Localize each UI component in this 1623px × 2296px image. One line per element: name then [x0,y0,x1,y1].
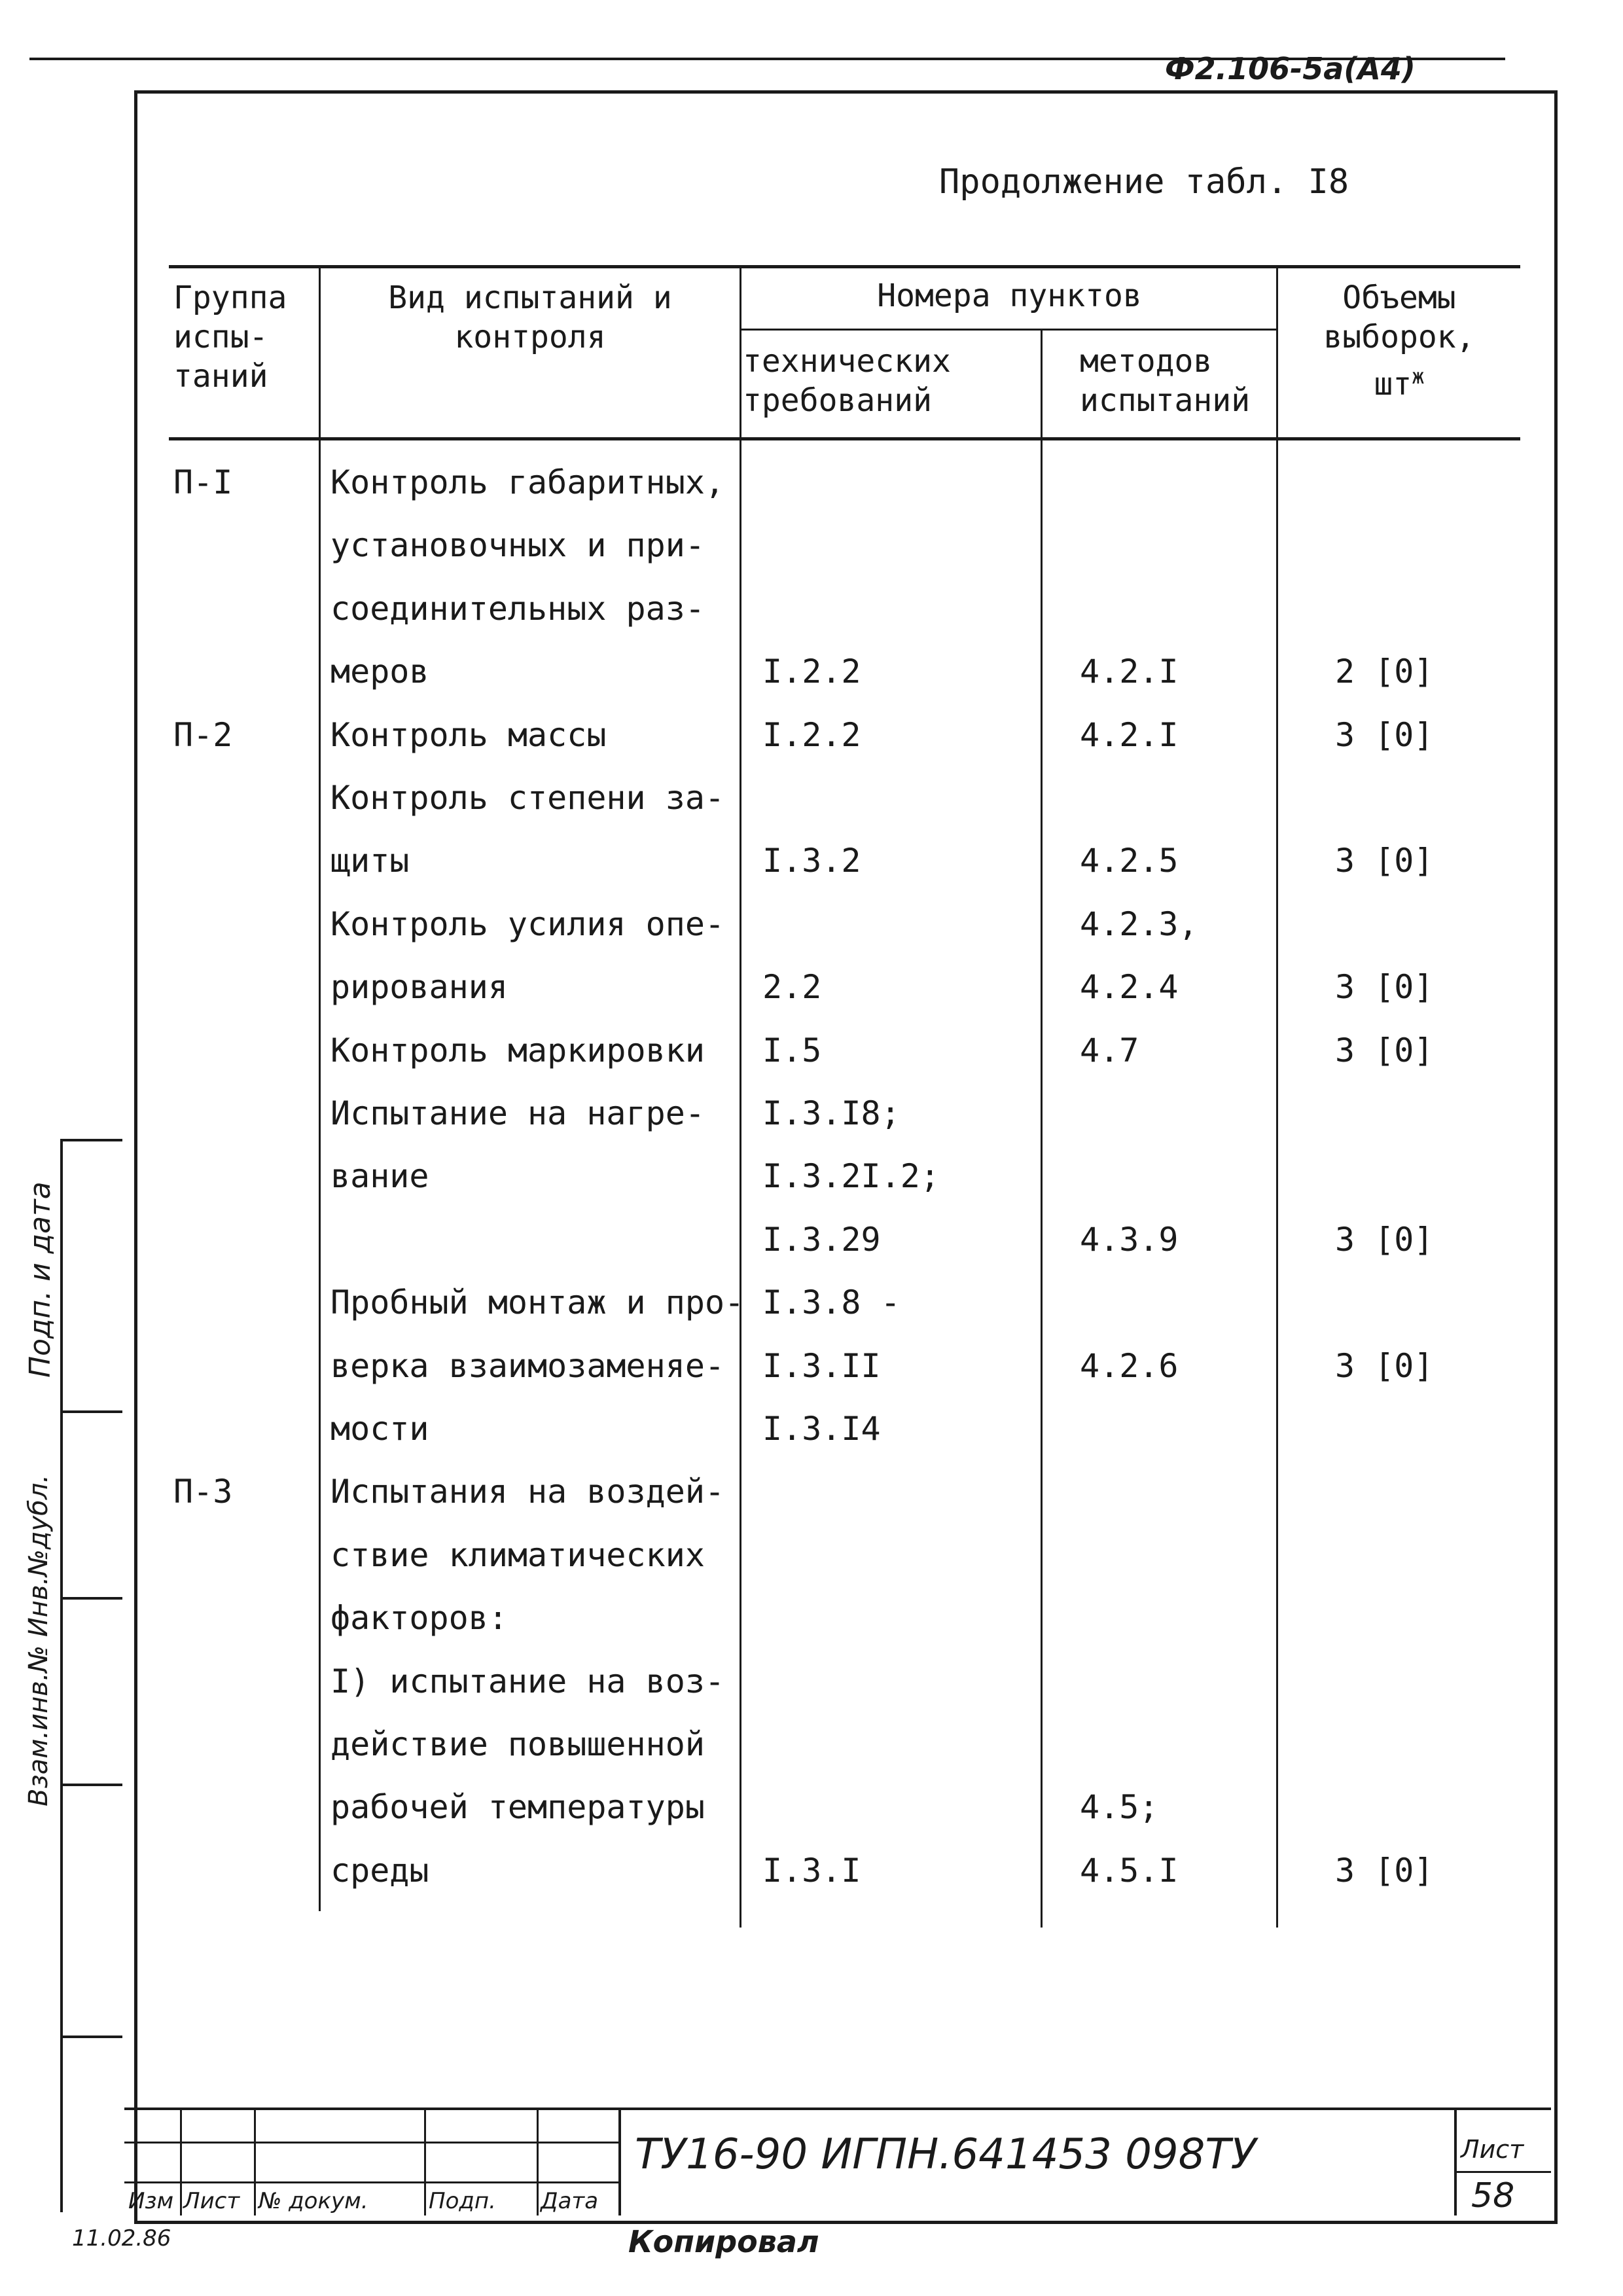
title-block-sheet-divider [1454,2108,1457,2215]
cell-kind: Испытания на воздей- [330,1473,725,1511]
cell-kind: Контроль усилия опе- [330,905,725,943]
cell-kind: установочных и при- [330,526,705,564]
cell-method: 4.5.I [1080,1852,1179,1890]
side-stamp-inventory: Взам.инв.№ Инв.№дубл. [24,1474,54,1806]
side-stamp-rule-5 [60,2036,122,2038]
form-code: Ф2.106-5а(А4) [1165,51,1416,86]
copied-by-label: Копировал [628,2224,819,2259]
header-methods: методов испытаний [1080,343,1251,419]
cell-tech: I.3.I [762,1852,861,1890]
cell-kind: Контроль степени за- [330,779,725,817]
stamp-col-label-docnum: № докум. [259,2188,368,2214]
cell-volume: 3 [0] [1335,842,1434,880]
date-note: 11.02.86 [72,2225,171,2251]
cell-kind: факторов: [330,1599,508,1637]
header-kind: Вид испытаний и контроля [388,279,672,355]
cell-kind: мости [330,1410,429,1448]
stamp-col-1 [180,2108,182,2215]
col-divider-4 [1276,265,1278,1928]
side-stamp-rule-1 [60,1139,122,1141]
title-block-code-divider [618,2108,621,2215]
stamp-col-4 [537,2108,539,2215]
cell-kind: Контроль маркировки [330,1031,705,1069]
title-block-sheet-rule [1454,2171,1551,2173]
stamp-col-2 [254,2108,256,2215]
side-stamp-rule-4 [60,1784,122,1786]
cell-volume: 3 [0] [1335,1031,1434,1069]
title-block-row-rule-1 [124,2142,618,2144]
stamp-col-label-date: Дата [541,2188,599,2214]
cell-tech: I.3.2I.2; [762,1157,940,1195]
col-divider-2 [740,265,741,1928]
cell-tech: I.3.I4 [762,1410,881,1448]
cell-kind: Пробный монтаж и про- [330,1283,745,1321]
stamp-col-3 [424,2108,426,2215]
cell-tech: I.3.II [762,1347,881,1385]
side-stamp-rule-2 [60,1410,122,1413]
cell-kind: Испытание на нагре- [330,1094,705,1132]
cell-volume: 3 [0] [1335,968,1434,1006]
cell-kind: рабочей температуры [330,1788,705,1826]
header-volumes: Объемы выборок, $шт^ж$ [1323,279,1475,403]
stamp-col-label-sign: Подп. [429,2188,496,2214]
col-divider-1 [319,265,321,1911]
cell-group: П-I [173,463,233,501]
cell-method: 4.2.6 [1080,1347,1179,1385]
sheet-label: Лист [1461,2135,1524,2164]
header-numbers: Номера пунктов [877,278,1142,314]
cell-tech: I.2.2 [762,653,861,691]
cell-tech: I.3.I8; [762,1094,901,1132]
title-block-row-rule-2 [124,2181,618,2183]
header-bottom-rule [169,437,1520,440]
cell-kind: среды [330,1852,429,1890]
cell-kind: соединительных раз- [330,590,705,628]
side-stamp-left-line [60,1139,63,2212]
cell-kind: Контроль массы [330,716,607,754]
cell-method: 4.7 [1080,1031,1139,1069]
cell-kind: вание [330,1157,429,1195]
cell-volume: 3 [0] [1335,716,1434,754]
cell-kind: верка взаимозаменяе- [330,1347,725,1385]
cell-tech: I.3.8 - [762,1283,901,1321]
cell-kind: ствие климатических [330,1536,705,1574]
cell-volume: 3 [0] [1335,1221,1434,1259]
header-tech: технических требований [743,343,951,419]
cell-kind: I) испытание на воз- [330,1662,725,1700]
cell-volume: 2 [0] [1335,653,1434,691]
cell-tech: I.3.2 [762,842,861,880]
cell-method: 4.2.4 [1080,968,1179,1006]
sheet-number: 58 [1471,2176,1515,2215]
cell-tech: 2.2 [762,968,822,1006]
side-stamp-sign-date: Подп. и дата [24,1181,57,1378]
cell-method: 4.2.3, [1080,905,1198,943]
cell-tech: I.5 [762,1031,822,1069]
cell-kind: действие повышенной [330,1725,705,1763]
cell-kind: рирования [330,968,508,1006]
stamp-col-label-change: Изм [128,2188,174,2214]
cell-method: 4.2.5 [1080,842,1179,880]
cell-kind: щиты [330,842,410,880]
cell-method: 4.2.I [1080,653,1179,691]
continuation-title: Продолжение табл. I8 [939,162,1349,202]
cell-group: П-2 [173,716,233,754]
title-block-top-rule [124,2108,1551,2110]
table-top-rule [169,265,1520,268]
cell-method: 4.2.I [1080,716,1179,754]
cell-group: П-3 [173,1473,233,1511]
cell-method: 4.5; [1080,1788,1159,1826]
stamp-col-label-sheet: Лист [183,2188,240,2214]
cell-tech: I.3.29 [762,1221,881,1259]
cell-kind: меров [330,653,429,691]
numbers-subrule [740,329,1277,331]
side-stamp-rule-3 [60,1597,122,1600]
cell-method: 4.3.9 [1080,1221,1179,1259]
cell-volume: 3 [0] [1335,1347,1434,1385]
header-group: Группа испы- таний [173,279,287,395]
document-code: ТУ16-90 ИГПН.641453 098ТУ [635,2130,1257,2179]
cell-kind: Контроль габаритных, [330,463,725,501]
cell-volume: 3 [0] [1335,1852,1434,1890]
cell-tech: I.2.2 [762,716,861,754]
col-divider-3 [1041,331,1043,1928]
